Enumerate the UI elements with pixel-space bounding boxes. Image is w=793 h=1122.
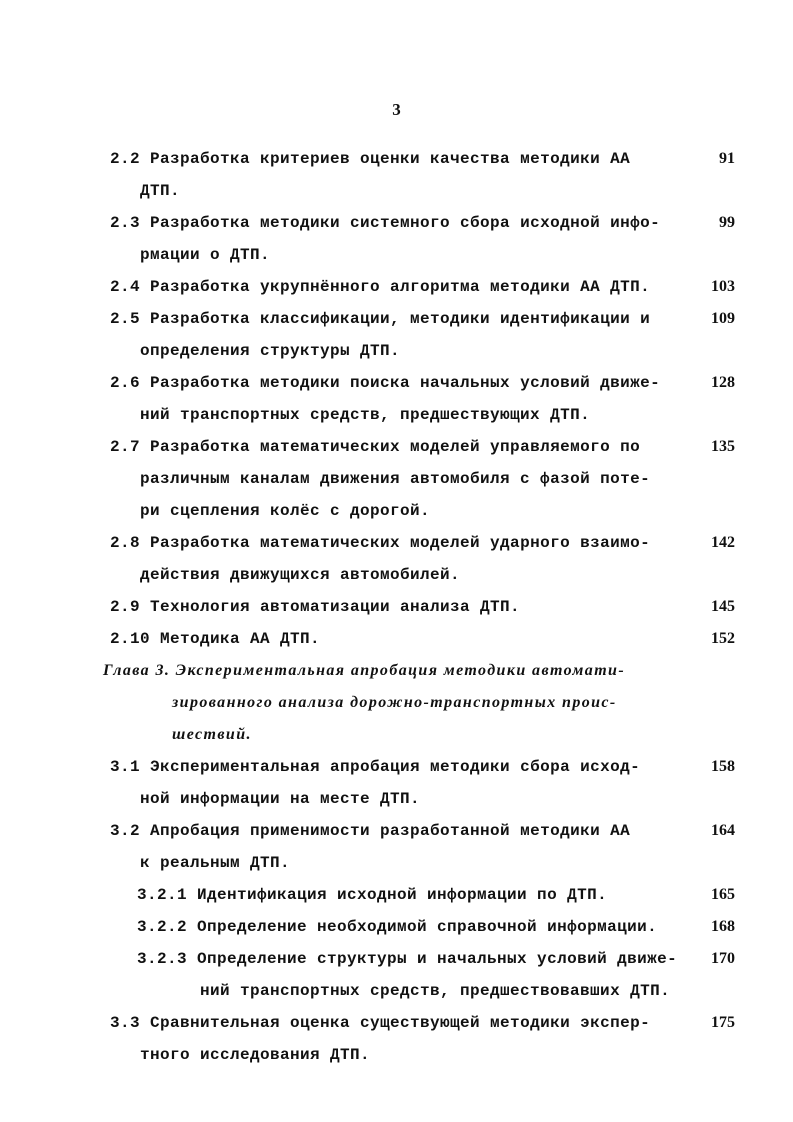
toc-entry-line: 2.6 Разработка методики поиска начальных условий движе- [110,374,661,392]
toc-page-number: 158 [711,758,735,775]
toc-entry-line: ри сцепления колёс с дорогой. [140,502,431,520]
toc-page-number: 103 [711,278,735,295]
toc-entry-line: 3.2.1 Идентификация исходной информации по ДТП. [137,886,608,904]
toc-entry-line: к реальным ДТП. [140,854,291,872]
toc-entry-line: 2.2 Разработка критериев оценки качества методики АА [110,150,631,168]
toc-entry[interactable] [0,303,793,367]
chapter-heading-line: шествий. [172,726,252,743]
toc-entry-line: рмации о ДТП. [140,246,271,264]
toc-entry-line: 2.9 Технология автоматизации анализа ДТП. [110,598,521,616]
toc-page-number: 145 [711,598,735,615]
toc-page-number: 99 [719,214,735,231]
toc-page-number: 170 [711,950,735,967]
toc-entry-line: ной информации на месте ДТП. [140,790,421,808]
chapter-heading-line: зированного анализа дорожно-транспортных проис- [172,694,617,711]
page-number: 3 [392,100,401,119]
toc-entry-line: 3.1 Экспериментальная апробация методики сбора исход- [110,758,641,776]
toc-page-number: 168 [711,918,735,935]
toc-subentry[interactable] [0,879,793,911]
toc-entry-line: 2.4 Разработка укрупнённого алгоритма методики АА ДТП. [110,278,651,296]
toc-page-number: 128 [711,374,735,391]
toc-entry-line: 2.5 Разработка классификации, методики идентификации и [110,310,651,328]
toc-entry[interactable] [0,591,793,623]
toc-entry[interactable] [0,367,793,431]
toc-entry-line: тного исследования ДТП. [140,1046,371,1064]
toc-entry-line: ДТП. [140,182,181,200]
toc-entry-line: 3.2.2 Определение необходимой справочной информации. [137,918,658,936]
toc-entry[interactable] [0,1007,793,1071]
toc-entry-line: ний транспортных средств, предшествовавших ДТП. [200,982,671,1000]
toc-entry-line: 2.8 Разработка математических моделей ударного взаимо- [110,534,651,552]
toc-subentry[interactable] [0,911,793,943]
toc-entry-line: 2.10 Методика АА ДТП. [110,630,321,648]
toc-page-number: 109 [711,310,735,327]
toc-entry-line: 2.7 Разработка математических моделей управляемого по [110,438,641,456]
toc-entry[interactable] [0,207,793,271]
toc-page-number: 175 [711,1014,735,1031]
chapter-heading-line: Глава 3. Экспериментальная апробация методики автомати- [103,662,626,679]
toc-entry-line: ний транспортных средств, предшествующих ДТП. [140,406,591,424]
toc-entry[interactable] [0,815,793,879]
toc-entry-line: 3.2.3 Определение структуры и начальных условий движе- [137,950,678,968]
toc-entry[interactable] [0,751,793,815]
toc-subentry[interactable] [0,943,793,1007]
toc-entry[interactable] [0,623,793,655]
toc-entry[interactable] [0,527,793,591]
toc-entry-line: 2.3 Разработка методики системного сбора исходной инфо- [110,214,661,232]
toc-page-number: 152 [711,630,735,647]
toc-entry-line: различным каналам движения автомобиля с фазой поте- [140,470,651,488]
toc-entry-line: определения структуры ДТП. [140,342,401,360]
toc-page-number: 142 [711,534,735,551]
toc-entry[interactable] [0,431,793,527]
toc-page-number: 91 [719,150,735,167]
toc-entry-line: 3.2 Апробация применимости разработанной методики АА [110,822,631,840]
toc-entry[interactable] [0,143,793,207]
toc-page-number: 135 [711,438,735,455]
toc-entry[interactable] [0,271,793,303]
toc-entry-line: действия движущихся автомобилей. [140,566,461,584]
toc-entry-line: 3.3 Сравнительная оценка существующей методики экспер- [110,1014,651,1032]
toc-page-number: 165 [711,886,735,903]
toc-page-number: 164 [711,822,735,839]
